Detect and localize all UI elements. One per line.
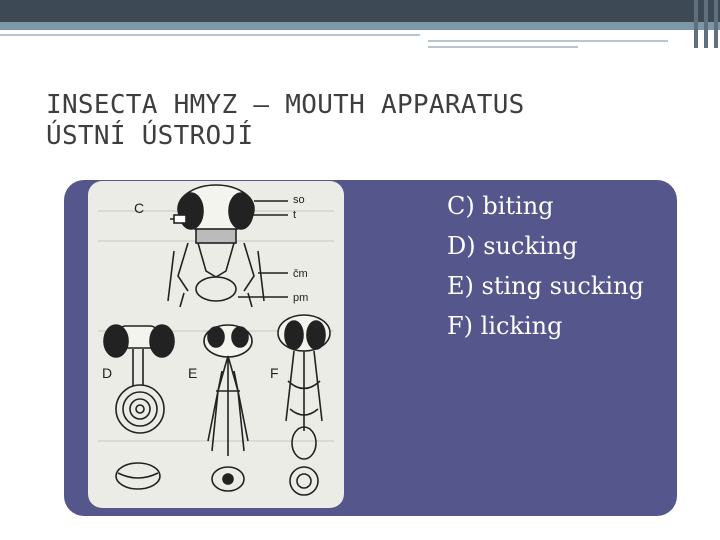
label-so: so bbox=[293, 194, 305, 206]
decor-vbar bbox=[714, 0, 718, 48]
mouthparts-figure bbox=[88, 181, 344, 508]
label-c: C bbox=[134, 200, 145, 216]
list-item-biting: C) biting bbox=[447, 192, 554, 220]
slide-title bbox=[46, 90, 686, 152]
label-pm: pm bbox=[293, 292, 309, 304]
label-e: E bbox=[188, 365, 198, 381]
sting-sucking-drawing bbox=[204, 325, 252, 491]
list-item-sting-sucking: E) sting sucking bbox=[447, 272, 644, 300]
label-f: F bbox=[270, 365, 279, 381]
list-item-sucking: D) sucking bbox=[447, 232, 578, 260]
decor-line bbox=[428, 40, 668, 42]
label-d: D bbox=[102, 365, 113, 381]
mouth-apparatus-list bbox=[447, 186, 644, 346]
decor-line bbox=[428, 46, 578, 48]
label-cm: čm bbox=[293, 268, 308, 280]
title-line-2: ÚSTNÍ ÚSTROJÍ bbox=[46, 121, 254, 151]
decor-vbar bbox=[694, 0, 698, 48]
sucking-drawing bbox=[104, 325, 174, 489]
label-t: t bbox=[293, 209, 297, 221]
decor-line bbox=[0, 34, 420, 36]
decor-vbar bbox=[704, 0, 708, 48]
biting-head-drawing bbox=[168, 185, 288, 307]
top-decor-bar bbox=[0, 0, 720, 22]
mouthparts-illustration bbox=[88, 181, 344, 508]
title-line-1: INSECTA HMYZ – MOUTH APPARATUS bbox=[46, 90, 525, 120]
licking-drawing bbox=[278, 315, 330, 495]
top-accent-bar bbox=[0, 22, 720, 30]
list-item-licking: F) licking bbox=[447, 312, 563, 340]
